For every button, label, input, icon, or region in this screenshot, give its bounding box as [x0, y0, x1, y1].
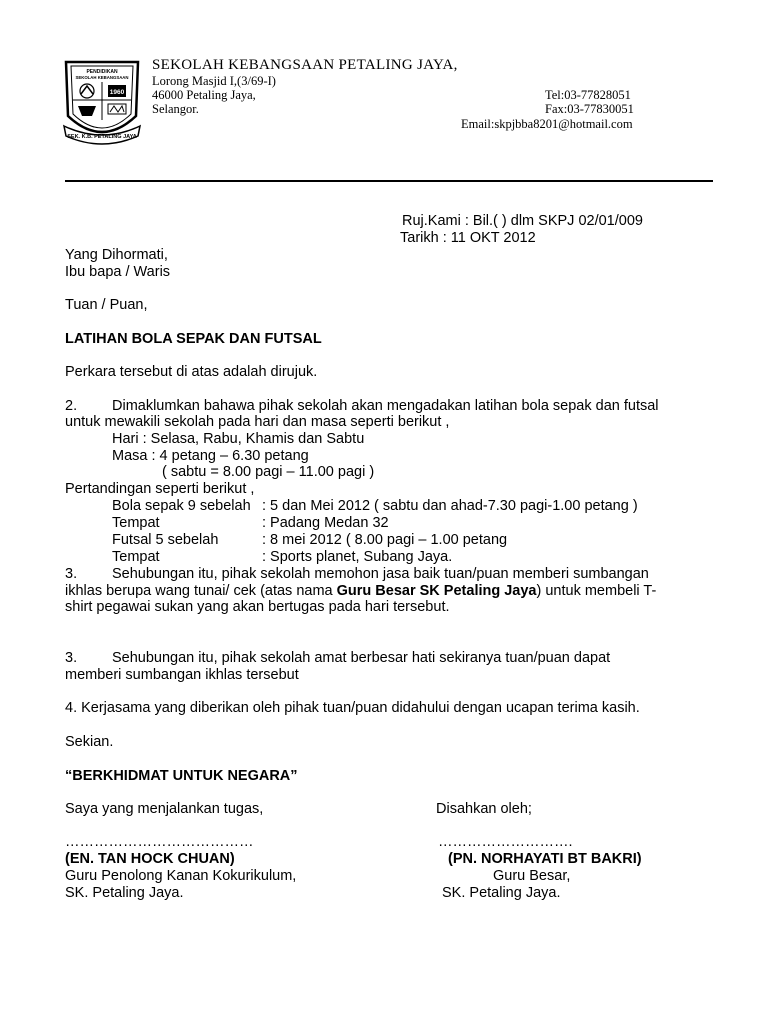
school-name: SEKOLAH KEBANGSAAN PETALING JAYA,	[152, 57, 458, 73]
intro-line: Perkara tersebut di atas adalah dirujuk.	[65, 364, 318, 380]
para2-line-1: Dimaklumkan bahawa pihak sekolah akan mengadakan latihan bola sepak dan futsal	[112, 398, 659, 414]
para3a-number: 3.	[65, 566, 78, 582]
football-label: Bola sepak 9 sebelah	[112, 498, 251, 514]
address-line-1: Lorong Masjid I,(3/69-I)	[152, 74, 276, 88]
school-crest-logo	[62, 56, 142, 148]
svg-text:SEK. K.B. PETALING JAYA: SEK. K.B. PETALING JAYA	[67, 134, 137, 140]
football-value: : 5 dan Mei 2012 ( sabtu dan ahad-7.30 pagi-1.00 petang )	[262, 498, 638, 514]
right-signatory-name: (PN. NORHAYATI BT BAKRI)	[448, 851, 642, 867]
account-name: Guru Besar SK Petaling Jaya	[336, 583, 537, 599]
recipient-line-1: Yang Dihormati,	[65, 247, 168, 263]
para2-number: 2.	[65, 398, 78, 414]
right-signatory-org: SK. Petaling Jaya.	[442, 885, 561, 901]
letterhead-divider	[65, 180, 713, 182]
futsal-value: : 8 mei 2012 ( 8.00 pagi – 1.00 petang	[262, 532, 508, 548]
greeting: Tuan / Puan,	[65, 297, 148, 313]
venue1-label: Tempat	[112, 515, 160, 531]
para3b-line-1: Sehubungan itu, pihak sekolah amat berbesar hati sekiranya tuan/puan dapat	[112, 650, 611, 666]
para3b-line-2: memberi sumbangan ikhlas tersebut	[65, 667, 299, 683]
para3a-line-3: shirt pegawai sukan yang akan bertugas pada hari tersebut.	[65, 599, 450, 615]
fax: Fax:03-77830051	[545, 102, 634, 116]
competition-heading: Pertandingan seperti berikut ,	[65, 481, 255, 497]
email: Email:skpjbba8201@hotmail.com	[461, 117, 633, 131]
svg-text:SEKOLAH KEBANGSAAN: SEKOLAH KEBANGSAAN	[75, 75, 129, 80]
letter-subject: LATIHAN BOLA SEPAK DAN FUTSAL	[65, 331, 322, 347]
motto: “BERKHIDMAT UNTUK NEGARA”	[65, 768, 298, 784]
para3a-line-1: Sehubungan itu, pihak sekolah memohon jasa baik tuan/puan memberi sumbangan	[112, 566, 649, 582]
para3a-line-2-post: ) untuk membeli T-	[536, 583, 657, 599]
letter-date: Tarikh : 11 OKT 2012	[400, 230, 536, 246]
closing: Sekian.	[65, 734, 114, 750]
para3a-line-2-pre: ikhlas berupa wang tunai/ cek (atas nama	[65, 583, 337, 599]
para3b-number: 3.	[65, 650, 78, 666]
futsal-label: Futsal 5 sebelah	[112, 532, 219, 548]
schedule-days: Hari : Selasa, Rabu, Khamis dan Sabtu	[112, 431, 365, 447]
left-signatory-title: Guru Penolong Kanan Kokurikulum,	[65, 868, 297, 884]
telephone: Tel:03-77828051	[545, 88, 631, 102]
schedule-time: Masa : 4 petang – 6.30 petang	[112, 448, 309, 464]
reference-number: Ruj.Kami : Bil.( ) dlm SKPJ 02/01/009	[402, 213, 643, 229]
right-signature-intro: Disahkan oleh;	[436, 801, 532, 817]
right-signature-dots: ……………………….	[438, 834, 573, 850]
left-signatory-name: (EN. TAN HOCK CHUAN)	[65, 851, 235, 867]
venue2-value: : Sports planet, Subang Jaya.	[262, 549, 453, 565]
para4: 4. Kerjasama yang diberikan oleh pihak tuan/puan didahului dengan ucapan terima kasih.	[65, 700, 640, 716]
address-line-3: Selangor.	[152, 102, 199, 116]
para2-line-2: untuk mewakili sekolah pada hari dan masa seperti berikut ,	[65, 414, 450, 430]
right-signatory-title: Guru Besar,	[493, 868, 571, 884]
venue1-value: : Padang Medan 32	[262, 515, 389, 531]
venue2-label: Tempat	[112, 549, 160, 565]
address-line-2: 46000 Petaling Jaya,	[152, 88, 256, 102]
left-signature-dots: …………………………………	[65, 834, 254, 850]
left-signatory-org: SK. Petaling Jaya.	[65, 885, 184, 901]
svg-text:PENDIDIKAN: PENDIDIKAN	[86, 69, 118, 75]
schedule-saturday: ( sabtu = 8.00 pagi – 11.00 pagi )	[162, 464, 375, 480]
recipient-line-2: Ibu bapa / Waris	[65, 264, 171, 280]
left-signature-intro: Saya yang menjalankan tugas,	[65, 801, 264, 817]
para3a-line-2	[65, 583, 656, 600]
svg-text:1960: 1960	[109, 89, 125, 96]
